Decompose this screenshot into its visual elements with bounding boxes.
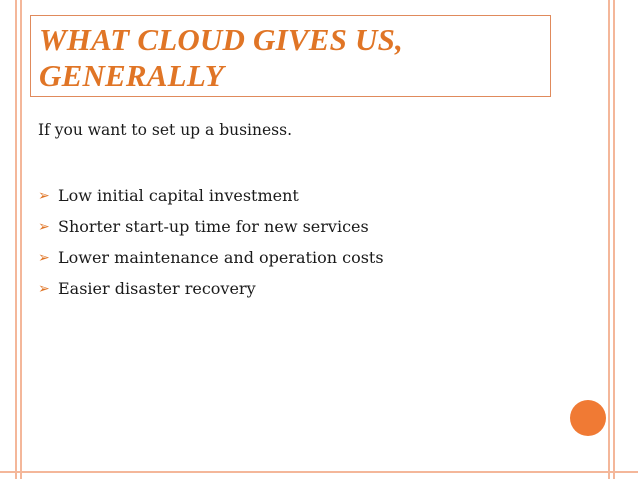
- arrow-bullet-icon: ➢: [38, 280, 50, 297]
- bullet-text: Easier disaster recovery: [58, 279, 256, 298]
- bullet-item: [38, 180, 384, 211]
- bullet-text: Shorter start-up time for new services: [58, 217, 369, 236]
- frame-right-inner: [613, 0, 615, 479]
- slide-title: [39, 22, 542, 94]
- frame-left-outer: [15, 0, 17, 479]
- bullet-item: [38, 242, 384, 273]
- bullet-item: [38, 211, 384, 242]
- frame-left-inner: [20, 0, 22, 479]
- arrow-bullet-icon: ➢: [38, 187, 50, 204]
- bullet-text: Low initial capital investment: [58, 186, 299, 205]
- intro-text: If you want to set up a business.: [38, 121, 293, 139]
- title-box: [30, 15, 551, 97]
- frame-right-outer: [608, 0, 610, 479]
- arrow-bullet-icon: ➢: [38, 249, 50, 266]
- bullet-item: [38, 273, 384, 304]
- slide-title-line-1: WHAT CLOUD GIVES US,: [39, 22, 404, 57]
- bullet-text: Lower maintenance and operation costs: [58, 248, 384, 267]
- arrow-bullet-icon: ➢: [38, 218, 50, 235]
- slide-title-line-2: GENERALLY: [39, 58, 224, 93]
- frame-bottom: [0, 471, 638, 473]
- bullet-list: [38, 180, 384, 304]
- orange-circle-decoration: [570, 400, 606, 436]
